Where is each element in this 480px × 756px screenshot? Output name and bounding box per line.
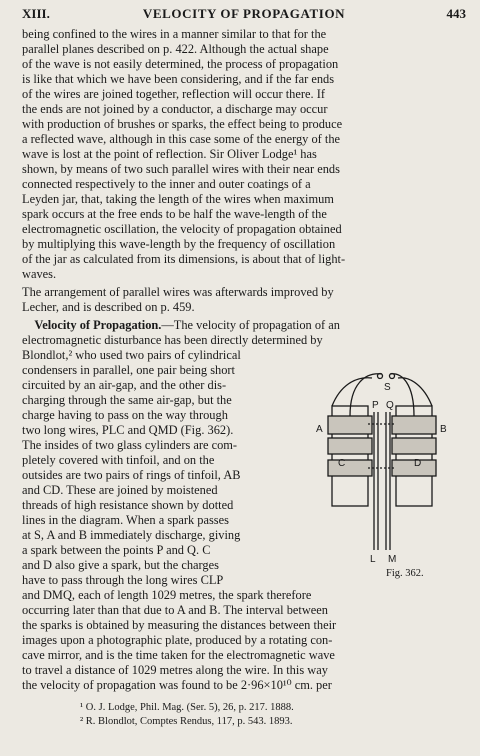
label-A: A	[316, 424, 323, 435]
text-line: circuited by an air-gap, and the other dis-	[22, 378, 227, 392]
text-line: Lecher, and is described on p. 459.	[22, 300, 195, 314]
left-foil-ring-upper	[328, 438, 372, 454]
right-foil-ring-B	[392, 416, 436, 434]
text-line: and D also give a spark, but the charges	[22, 558, 219, 572]
section-heading: Velocity of Propagation.	[34, 318, 162, 332]
text-line: parallel planes described on p. 422. Although the actual shape	[22, 42, 329, 56]
text-line: threads of high resistance shown by dotted	[22, 498, 234, 512]
text-line: the ends are not joined by a conductor, a discharge may occur	[22, 102, 328, 116]
text-line: pletely covered with tinfoil, and on the	[22, 453, 215, 467]
right-foil-ring-upper	[392, 438, 436, 454]
text-line: Leyden jar, that, taking the length of the wires when maximum	[22, 192, 334, 206]
label-D: D	[414, 458, 422, 469]
left-foil-ring-C	[328, 460, 372, 476]
text-line: and DMQ, each of length 1029 metres, the spark therefore	[22, 588, 312, 602]
text-line: charge having to pass on the way through	[22, 408, 228, 422]
text-line: —The velocity of propagation of an	[161, 318, 340, 332]
text-line: occurring later than that due to A and B. The interval between	[22, 603, 328, 617]
text-line: charging through the same air-gap, but the	[22, 393, 232, 407]
left-outer-wire	[332, 378, 372, 406]
text-line: wave is lost at the point of reflection. Sir Oliver Lodge¹ has	[22, 147, 317, 161]
label-L: L	[370, 554, 376, 564]
text-line: Blondlot,² who used two pairs of cylindrical	[22, 348, 241, 362]
text-line: the velocity of propagation was found to be 2·96×10¹⁰ cm. per	[22, 678, 332, 692]
text-line: being confined to the wires in a manner similar to that for the	[22, 27, 327, 41]
chapter-number: XIII.	[22, 6, 50, 21]
label-B: B	[440, 424, 447, 435]
text-line: The arrangement of parallel wires was afterwards improved by	[22, 285, 334, 299]
text-line: of the wires are joined together, reflection will occur there. If	[22, 87, 325, 101]
text-line: two long wires, PLC and QMD (Fig. 362).	[22, 423, 234, 437]
text-line: with production of brushes or sparks, the effect being to produce	[22, 117, 343, 131]
text-line: electromagnetic disturbance has been directly determined by	[22, 333, 323, 347]
text-line: shown, by means of two such parallel wires with their near ends	[22, 162, 340, 176]
page-number: 443	[446, 6, 466, 21]
footnote-1: ¹ O. J. Lodge, Phil. Mag. (Ser. 5), 26, p. 217. 1888.	[80, 702, 294, 713]
label-Q: Q	[386, 400, 394, 411]
text-line: have to pass through the long wires CLP	[22, 573, 224, 587]
text-line: by multiplying this wave-length by the frequency of oscillation	[22, 237, 336, 251]
text-line: images upon a photographic plate, produced by a rotating con-	[22, 633, 333, 647]
text-line: of the wave is not easily determined, the process of propagation	[22, 57, 339, 71]
label-M: M	[388, 554, 397, 564]
text-line: electromagnetic oscillation, the velocity of propagation obtained	[22, 222, 342, 236]
text-line: lines in the diagram. When a spark passes	[22, 513, 229, 527]
text-line: at S, A and B immediately discharge, giving	[22, 528, 241, 542]
label-S: S	[384, 382, 391, 393]
right-outer-wire	[398, 378, 432, 406]
text-line: to travel a distance of 1029 metres along the wire. In this way	[22, 663, 328, 677]
section-first-line	[22, 318, 340, 333]
text-line: and CD. These are joined by moistened	[22, 483, 218, 497]
text-line: condensers in parallel, one pair being short	[22, 363, 235, 377]
text-line: outsides are two pairs of rings of tinfoil, AB	[22, 468, 241, 482]
text-line: the sparks is obtained by measuring the distances between their	[22, 618, 337, 632]
running-header	[22, 6, 466, 24]
blondlot-apparatus-figure	[310, 364, 470, 564]
text-line: a reflected wave, although in this case some of the energy of the	[22, 132, 341, 146]
text-line: cave mirror, and is the time taken for the electromagnetic wave	[22, 648, 335, 662]
text-line: of the jar as calculated from its dimensions, is about that of light-	[22, 252, 346, 266]
text-line: waves.	[22, 267, 57, 281]
footnote-2: ² R. Blondlot, Comptes Rendus, 117, p. 543. 1893.	[80, 716, 293, 727]
label-P: P	[372, 400, 379, 411]
text-line: spark occurs at the free ends to be half the wave-length of the	[22, 207, 327, 221]
running-title: VELOCITY OF PROPAGATION	[142, 6, 346, 21]
text-line: is like that which we have been considering, and if the far ends	[22, 72, 335, 86]
figure-caption: Fig. 362.	[386, 568, 424, 579]
text-line: The insides of two glass cylinders are com-	[22, 438, 238, 452]
text-line: a spark between the points P and Q. C	[22, 543, 211, 557]
text-line: connected respectively to the inner and outer coatings of a	[22, 177, 311, 191]
label-C: C	[338, 458, 346, 469]
left-foil-ring-A	[328, 416, 372, 434]
